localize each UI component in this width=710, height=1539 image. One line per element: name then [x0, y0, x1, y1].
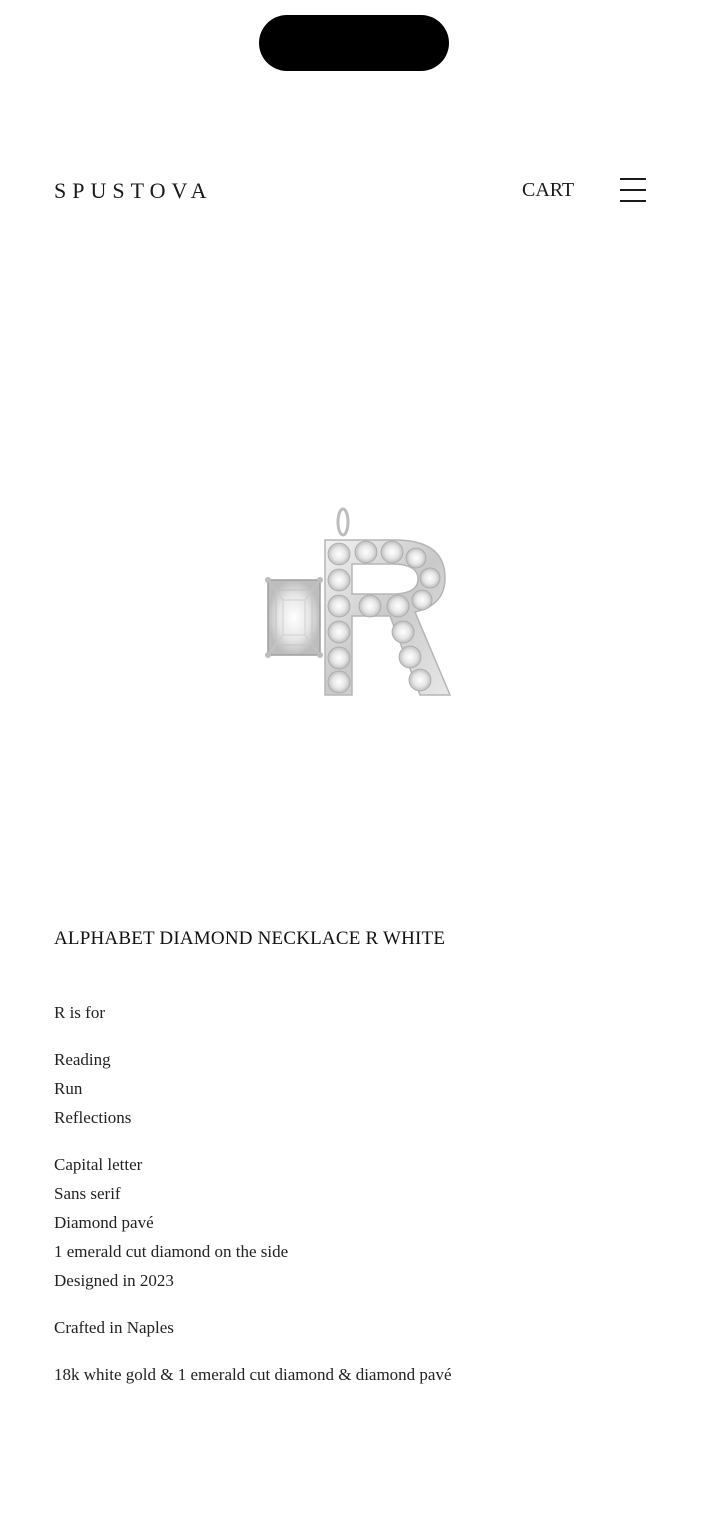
letter-r-pendant-icon	[250, 500, 460, 710]
intro-text: R is for	[54, 1003, 105, 1022]
brand-logo[interactable]: SPUSTOVA	[54, 178, 213, 203]
device-notch	[259, 15, 449, 71]
hamburger-menu-icon[interactable]	[620, 177, 646, 203]
feature-item: Diamond pavé	[54, 1213, 154, 1232]
menu-line	[620, 200, 646, 202]
product-image[interactable]	[250, 500, 460, 710]
word-list	[54, 1045, 654, 1132]
menu-line	[620, 189, 646, 191]
word-item: Reflections	[54, 1108, 132, 1127]
origin-text: Crafted in Naples	[54, 1318, 174, 1337]
materials-text: 18k white gold & 1 emerald cut diamond & diamond pavé	[54, 1365, 452, 1384]
feature-list	[54, 1150, 654, 1295]
product-title: ALPHABET DIAMOND NECKLACE R WHITE	[54, 928, 446, 949]
feature-item: Capital letter	[54, 1155, 143, 1174]
feature-item: 1 emerald cut diamond on the side	[54, 1242, 289, 1261]
feature-item: Designed in 2023	[54, 1271, 174, 1290]
word-item: Reading	[54, 1050, 111, 1069]
cart-link[interactable]: CART	[522, 179, 575, 201]
product-description	[54, 998, 654, 1407]
feature-item: Sans serif	[54, 1184, 121, 1203]
word-item: Run	[54, 1079, 83, 1098]
menu-line	[620, 178, 646, 180]
